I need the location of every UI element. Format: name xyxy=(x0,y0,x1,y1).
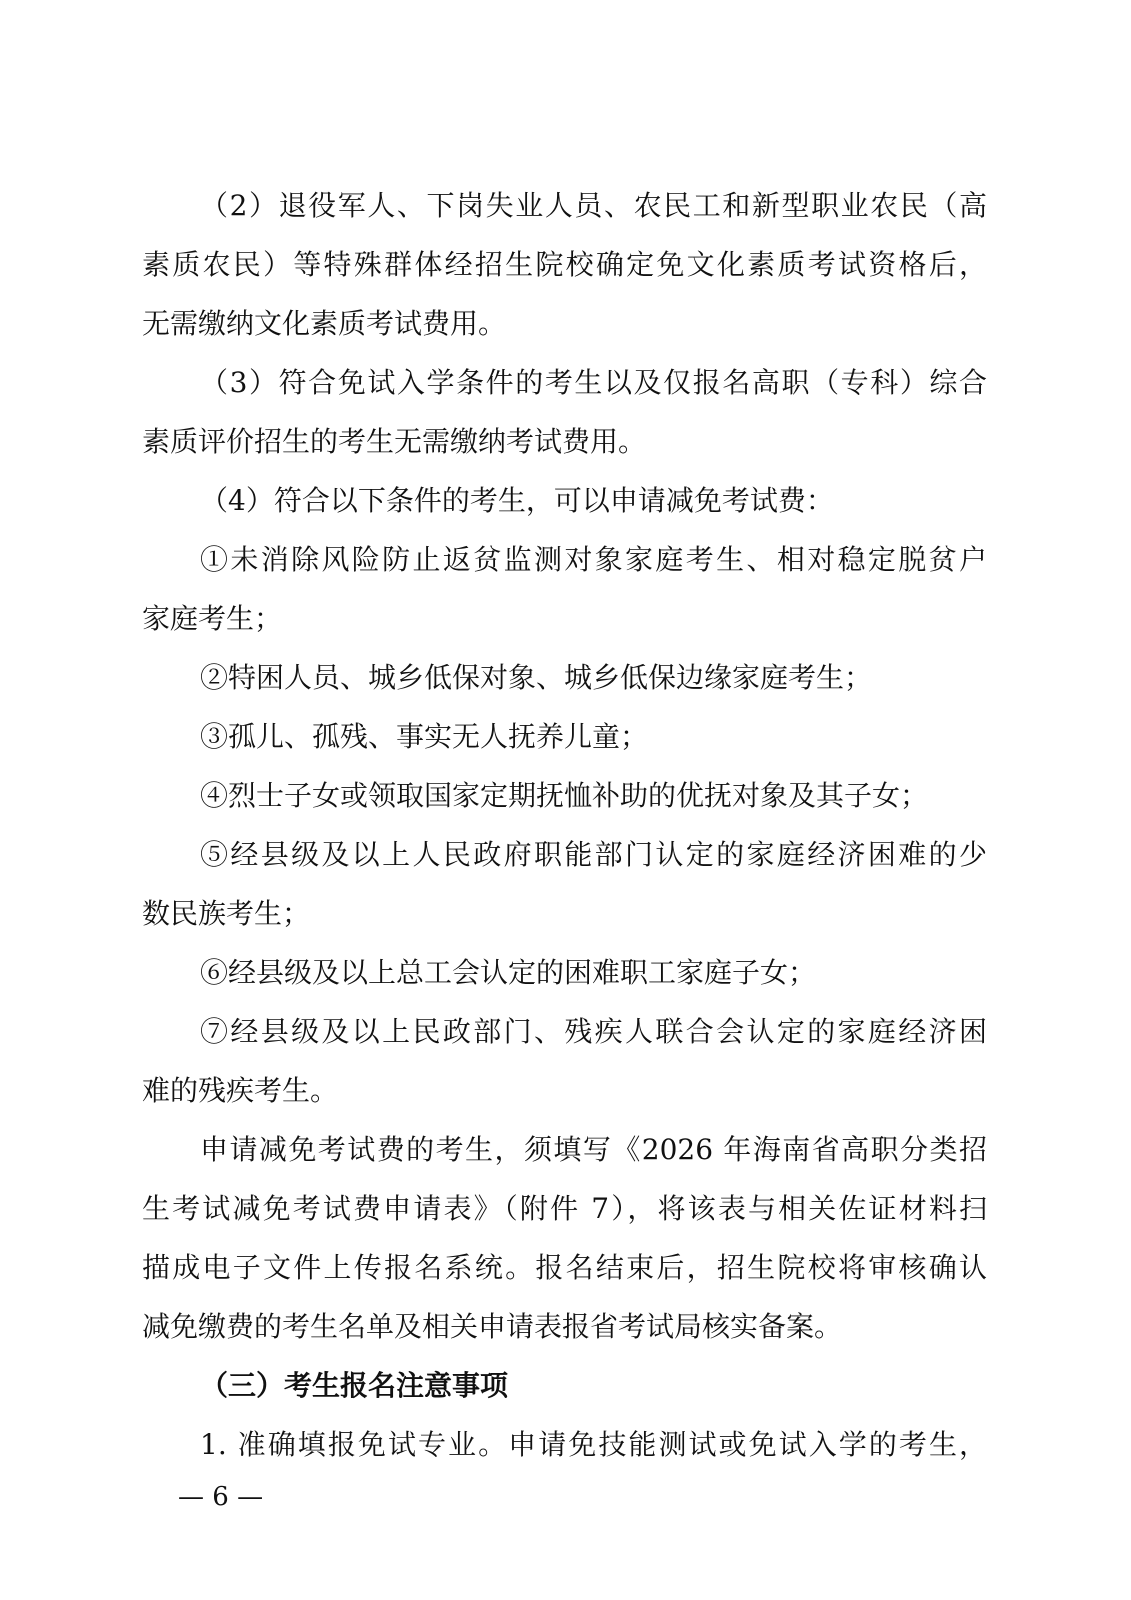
paragraph-2-line-3: 无需缴纳文化素质考试费用。 xyxy=(142,307,507,340)
condition-7-line-1: ⑦经县级及以上民政部门、残疾人联合会认定的家庭经济困 xyxy=(200,1015,987,1048)
condition-4: ④烈士子女或领取国家定期抚恤补助的优抚对象及其子女； xyxy=(200,779,929,812)
paragraph-3-line-1: （3）符合免试入学条件的考生以及仅报名高职（专科）综合 xyxy=(200,366,987,399)
paragraph-3-line-2: 素质评价招生的考生无需缴纳考试费用。 xyxy=(142,425,647,458)
condition-1-line-2: 家庭考生； xyxy=(142,602,283,635)
condition-5-line-1: ⑤经县级及以上人民政府职能部门认定的家庭经济困难的少 xyxy=(200,838,987,871)
paragraph-2-line-2: 素质农民）等特殊群体经招生院校确定免文化素质考试资格后， xyxy=(142,248,987,281)
section-heading: （三）考生报名注意事项 xyxy=(200,1369,509,1402)
condition-1-line-1: ①未消除风险防止返贫监测对象家庭考生、相对稳定脱贫户 xyxy=(200,543,987,576)
page-number: — 6 — xyxy=(178,1482,264,1512)
condition-3: ③孤儿、孤残、事实无人抚养儿童； xyxy=(200,720,649,753)
condition-5-line-2: 数民族考生； xyxy=(142,897,311,930)
application-paragraph-line-2: 生考试减免考试费申请表》（附件 7），将该表与相关佐证材料扫 xyxy=(142,1192,987,1225)
paragraph-2-line-1: （2）退役军人、下岗失业人员、农民工和新型职业农民（高 xyxy=(200,189,987,222)
condition-6: ⑥经县级及以上总工会认定的困难职工家庭子女； xyxy=(200,956,817,989)
condition-7-line-2: 难的残疾考生。 xyxy=(142,1074,339,1107)
paragraph-4-line-1: （4）符合以下条件的考生，可以申请减免考试费： xyxy=(200,484,834,517)
item-1-line-1: 1. 准确填报免试专业。申请免技能测试或免试入学的考生， xyxy=(200,1428,987,1461)
condition-2: ②特困人员、城乡低保对象、城乡低保边缘家庭考生； xyxy=(200,661,873,694)
application-paragraph-line-3: 描成电子文件上传报名系统。报名结束后，招生院校将审核确认 xyxy=(142,1251,987,1284)
application-paragraph-line-1: 申请减免考试费的考生，须填写《2026 年海南省高职分类招 xyxy=(200,1133,987,1166)
application-paragraph-line-4: 减免缴费的考生名单及相关申请表报省考试局核实备案。 xyxy=(142,1310,843,1343)
